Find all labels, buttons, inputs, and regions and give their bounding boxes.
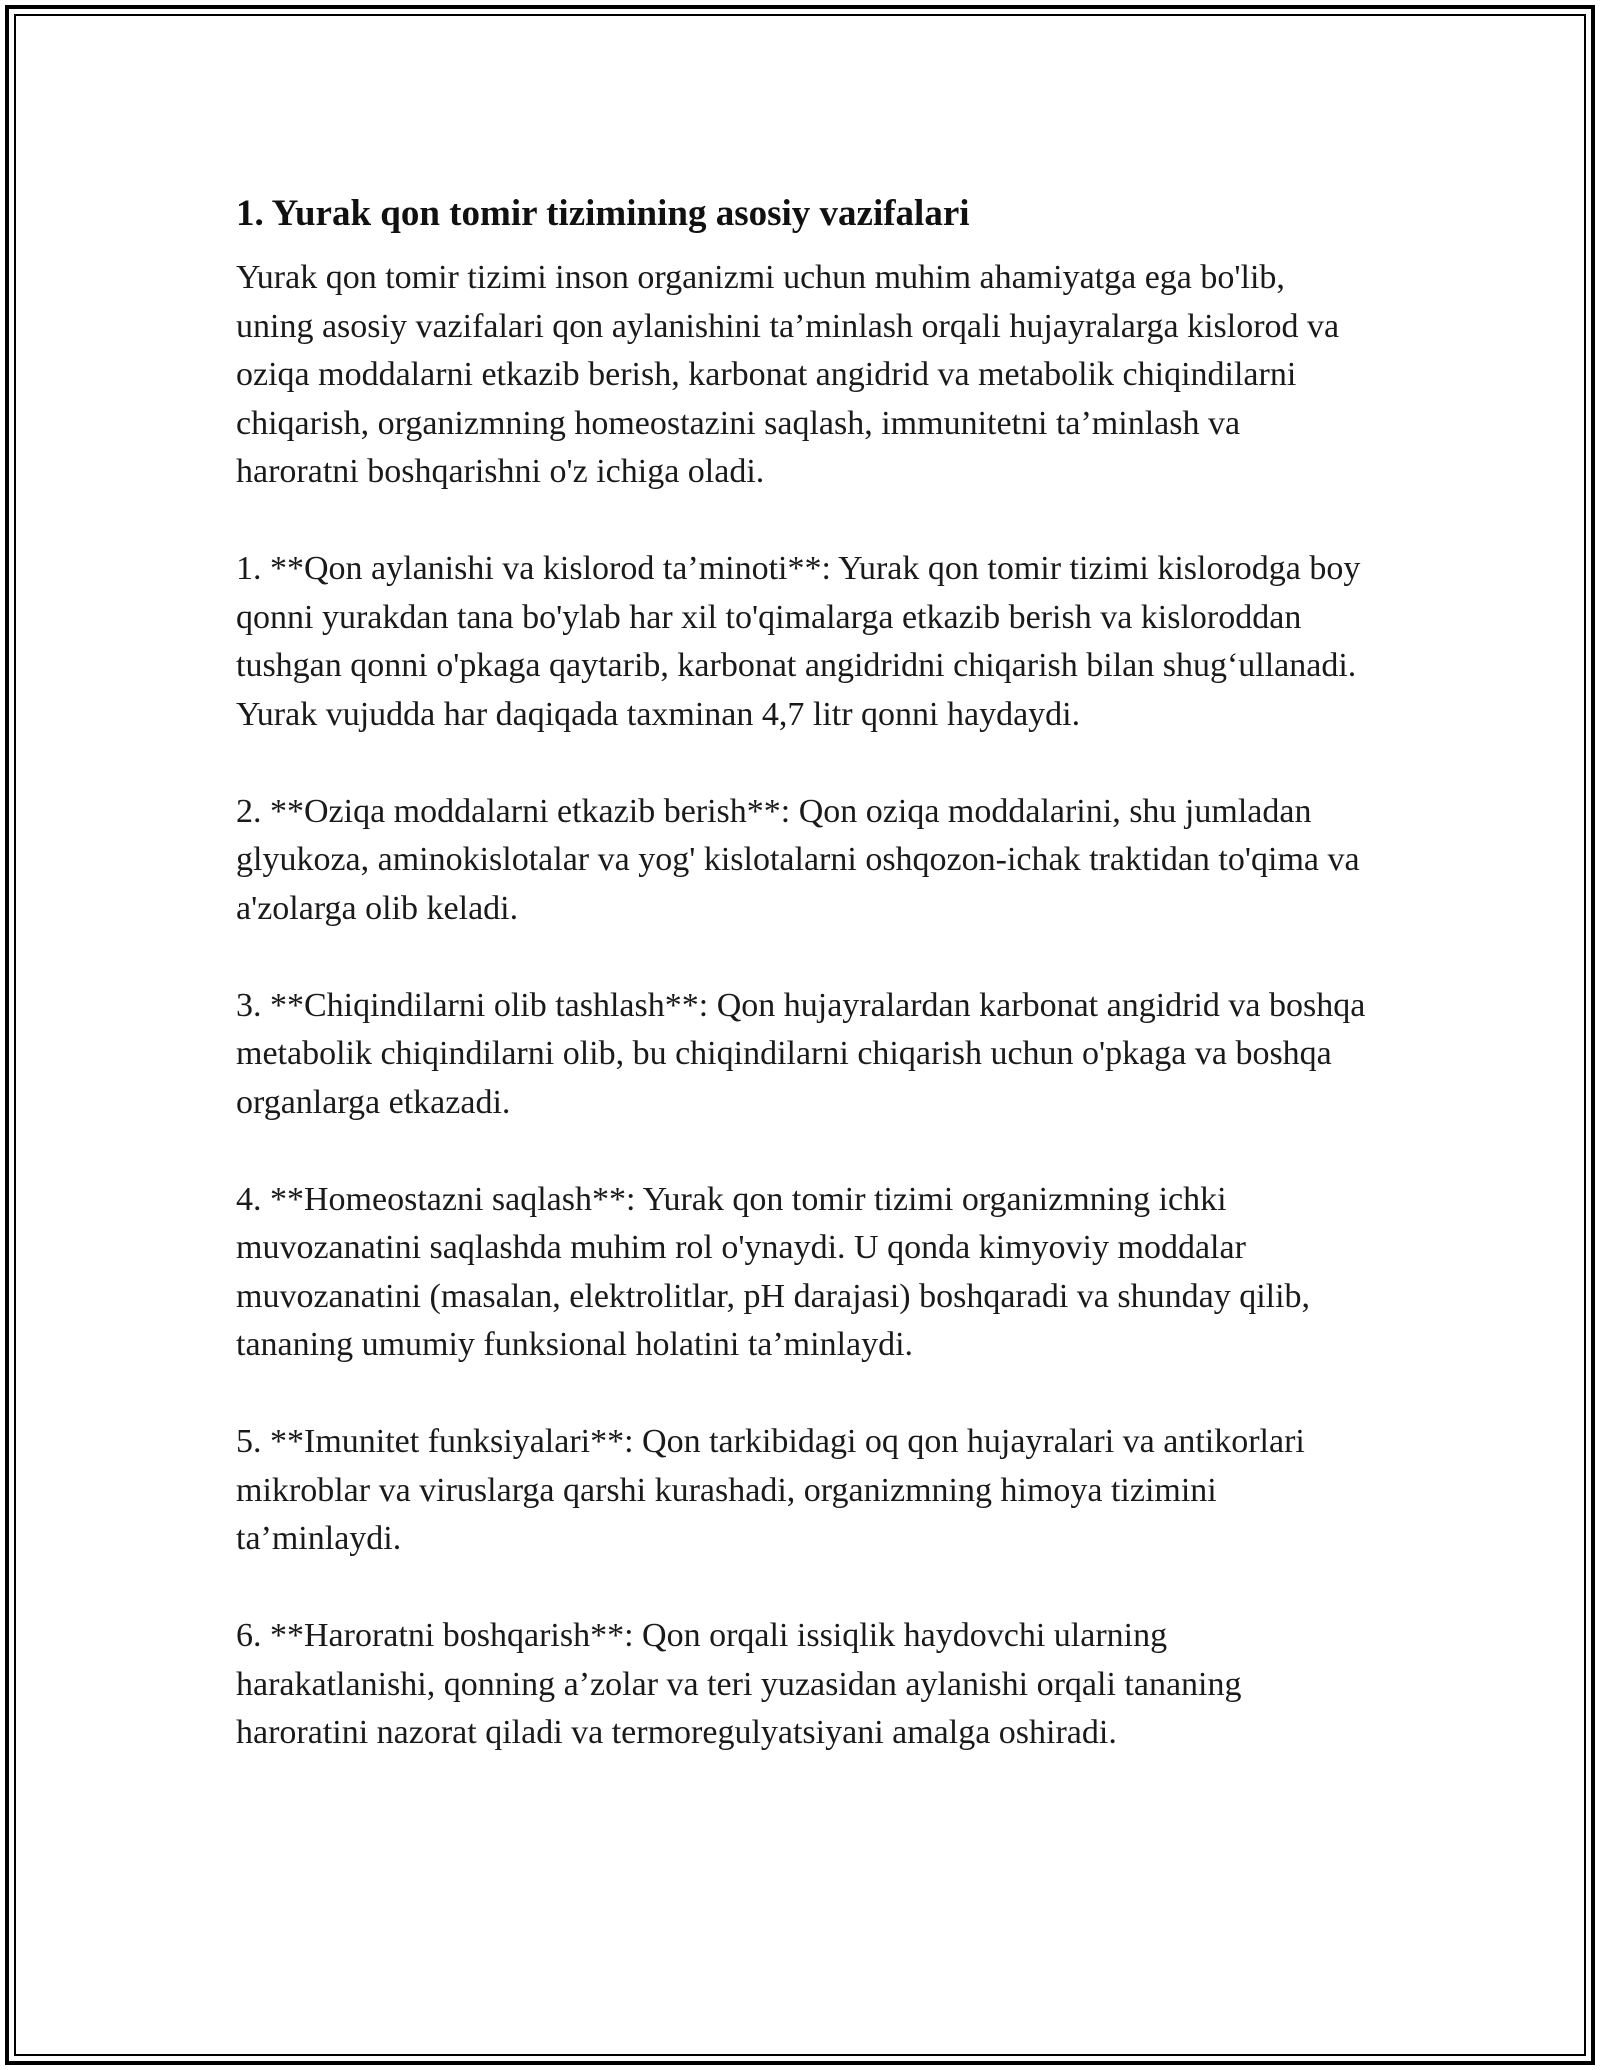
list-item: 3. **Chiqindilarni olib tashlash**: Qon hujayralardan karbonat angidrid va boshqa metabolik chiqindilarni olib, bu chiqindilarni chiqarish uchun o'pkaga va boshqa organlarga etkazadi. (236, 986, 1366, 1121)
document-body (236, 185, 1366, 1806)
list-item: 1. **Qon aylanishi va kislorod ta’minoti**: Yurak qon tomir tizimi kislorodga boy qonni yurakdan tana bo'ylab har xil to'qimalarga etkazib berish va kisloroddan tushgan qonni o'pkaga qaytarib, karbonat angidridni chiqarish bilan shug‘ullanadi. Yurak vujudda har daqiqada taxminan 4,7 litr qonni haydaydi. (236, 550, 1361, 733)
section-heading: 1. Yurak qon tomir tizimining asosiy vazifalari (236, 193, 970, 234)
list-item: 6. **Haroratni boshqarish**: Qon orqali issiqlik haydovchi ularning harakatlanishi, qonning a’zolar va teri yuzasidan aylanishi orqali tananing haroratini nazorat qiladi va termoregulyatsiyani amalga oshiradi. (236, 1617, 1242, 1751)
list-item: 2. **Oziqa moddalarni etkazib berish**: Qon oziqa moddalarini, shu jumladan glyukoza, aminokislotalar va yog' kislotalarni oshqozon-ichak traktidan to'qima va a'zolarga olib keladi. (236, 792, 1360, 927)
list-item: 5. **Imunitet funksiyalari**: Qon tarkibidagi oq qon hujayralari va antikorlari mikroblar va viruslarga qarshi kurashadi, organizmning himoya tizimini ta’minlaydi. (236, 1423, 1305, 1557)
intro-paragraph: Yurak qon tomir tizimi inson organizmi uchun muhim ahamiyatga ega bo'lib, uning asosiy vazifalari qon aylanishini ta’minlash orqali hujayralarga kislorod va oziqa moddalarni etkazib berish, karbonat angidrid va metabolik chiqindilarni chiqarish, organizmning homeostazini saqlash, immunitetni ta’minlash va haroratni boshqarishni o'z ichiga oladi. (236, 259, 1340, 490)
list-item: 4. **Homeostazni saqlash**: Yurak qon tomir tizimi organizmning ichki muvozanatini saqlashda muhim rol o'ynaydi. U qonda kimyoviy moddalar muvozanatini (masalan, elektrolitlar, pH darajasi) boshqaradi va shunday qilib, tananing umumiy funksional holatini ta’minlaydi. (236, 1180, 1311, 1363)
